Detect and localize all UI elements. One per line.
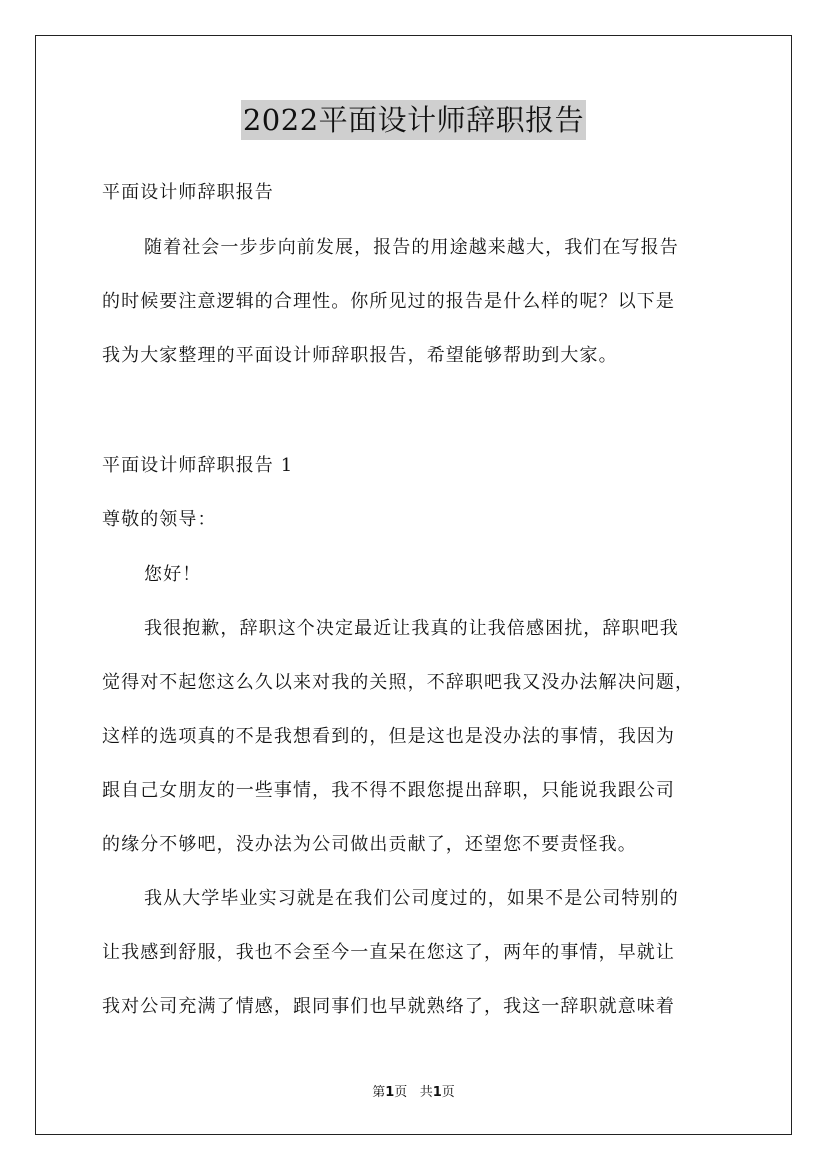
paragraph2-line-2: 让我感到舒服，我也不会至今一直呆在您这了，两年的事情，早就让 (102, 942, 675, 963)
title-container (0, 100, 827, 140)
page-footer (0, 1085, 827, 1101)
paragraph1-line-4: 跟自己女朋友的一些事情，我不得不跟您提出辞职，只能说我跟公司 (102, 780, 675, 801)
section-heading: 平面设计师辞职报告 1 (102, 455, 294, 476)
paragraph2-line-3: 我对公司充满了情感，跟同事们也早就熟络了，我这一辞职就意味着 (102, 996, 675, 1017)
page-current: 1 (385, 1085, 395, 1100)
page-total: 1 (432, 1085, 442, 1100)
paragraph1-line-1: 我很抱歉，辞职这个决定最近让我真的让我倍感困扰，辞职吧我 (144, 618, 679, 639)
total-suffix: 页 (441, 1085, 455, 1100)
document-title: 2022平面设计师辞职报告 (241, 100, 586, 140)
greeting: 您好！ (144, 564, 202, 585)
page-prefix: 第 (372, 1085, 386, 1100)
salutation: 尊敬的领导： (102, 509, 217, 530)
page-suffix: 页 (394, 1085, 408, 1100)
intro-line-3: 我为大家整理的平面设计师辞职报告，希望能够帮助到大家。 (102, 345, 618, 366)
paragraph1-line-3: 这样的选项真的不是我想看到的，但是这也是没办法的事情，我因为 (102, 726, 675, 747)
intro-line-1: 随着社会一步步向前发展，报告的用途越来越大，我们在写报告 (144, 237, 679, 258)
paragraph2-line-1: 我从大学毕业实习就是在我们公司度过的，如果不是公司特别的 (144, 888, 679, 909)
total-prefix: 共 (419, 1085, 433, 1100)
paragraph1-line-2: 觉得对不起您这么久以来对我的关照，不辞职吧我又没办法解决问题， (102, 672, 695, 693)
document-subtitle: 平面设计师辞职报告 (102, 182, 274, 203)
paragraph1-line-5: 的缘分不够吧，没办法为公司做出贡献了，还望您不要责怪我。 (102, 834, 637, 855)
intro-line-2: 的时候要注意逻辑的合理性。你所见过的报告是什么样的呢？以下是 (102, 291, 675, 312)
